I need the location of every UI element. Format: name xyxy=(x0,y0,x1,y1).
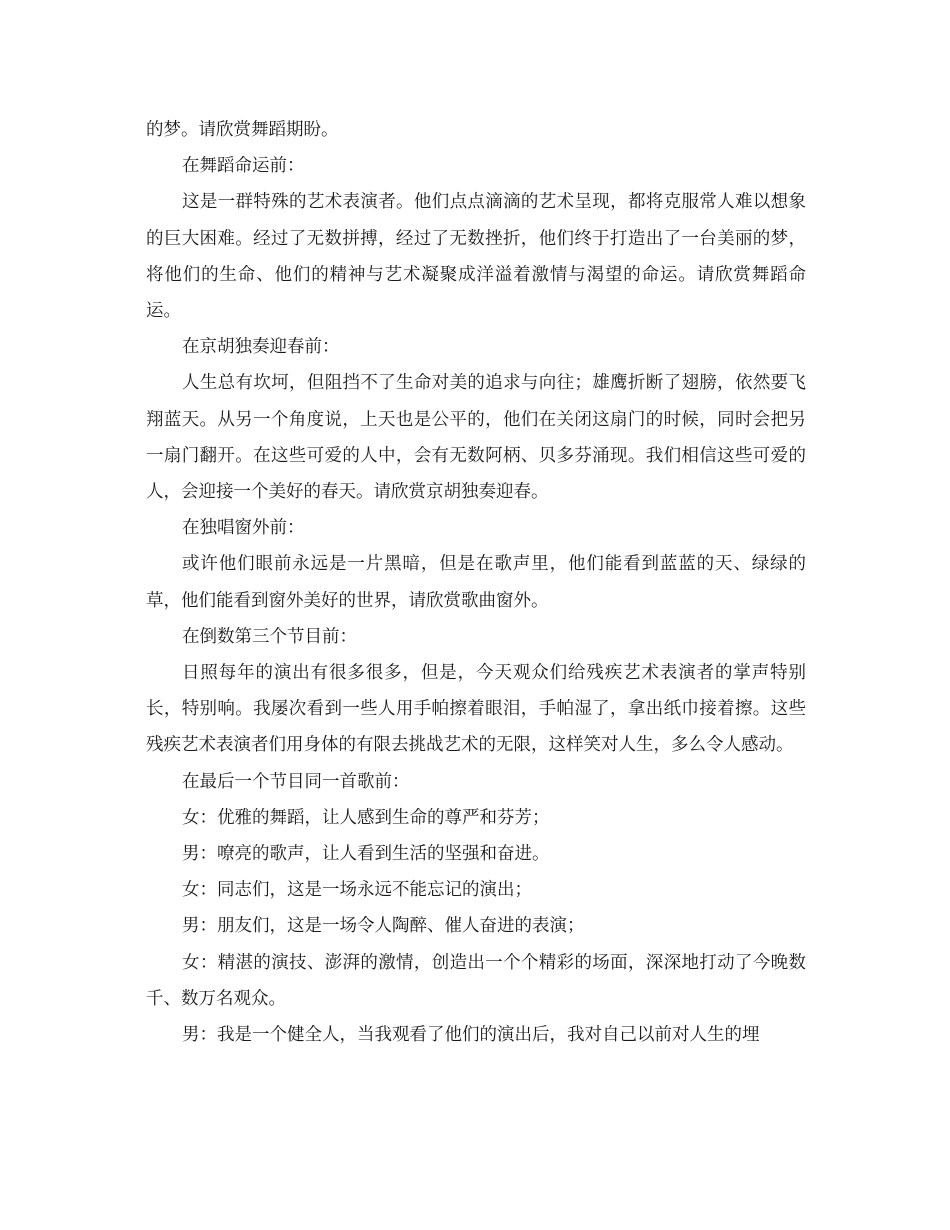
paragraph-third-last: 日照每年的演出有很多很多，但是，今天观众们给残疾艺术表演者的掌声特别长，特别响。我屡次看到一些人用手帕擦着眼泪，手帕湿了，拿出纸巾接着擦。这些残疾艺术表演者们用身体的有限去挑战艺术的无限，这样笑对人生，多么令人感动。 xyxy=(146,663,806,756)
paragraph-dance-fate: 这是一群特殊的艺术表演者。他们点点滴滴的艺术呈现，都将克服常人难以想象的巨大困难。经过了无数拼搏，经过了无数挫折，他们终于打造出了一台美丽的梦，将他们的生命、他们的精神与艺术凝聚成洋溢着激情与渴望的命运。请欣赏舞蹈命运。 xyxy=(146,192,806,322)
dialogue-line: 男：我是一个健全人，当我观看了他们的演出后，我对自己以前对人生的埋 xyxy=(182,1025,760,1046)
section-heading-final-song: 在最后一个节目同一首歌前： xyxy=(182,771,410,792)
dialogue-line: 女：同志们，这是一场永远不能忘记的演出； xyxy=(182,880,532,901)
paragraph-solo-window: 或许他们眼前永远是一片黑暗，但是在歌声里，他们能看到蓝蓝的天、绿绿的草，他们能看到窗外美好的世界，请欣赏歌曲窗外。 xyxy=(146,554,806,611)
section-heading-jinghu-solo: 在京胡独奏迎春前： xyxy=(182,337,340,358)
dialogue-line: 男：嘹亮的歌声，让人看到生活的坚强和奋进。 xyxy=(182,844,550,865)
dialogue-line: 女：精湛的演技、澎湃的激情，创造出一个个精彩的场面，深深地打动了今晚数千、数万名观众。 xyxy=(146,952,806,1009)
paragraph-jinghu-solo: 人生总有坎坷，但阻挡不了生命对美的追求与向往；雄鹰折断了翅膀，依然要飞翔蓝天。从另一个角度说，上天也是公平的，他们在关闭这扇门的时候，同时会把另一扇门翻开。在这些可爱的人中，会有无数阿柄、贝多芬涌现。我们相信这些可爱的人，会迎接一个美好的春天。请欣赏京胡独奏迎春。 xyxy=(146,373,806,503)
section-heading-dance-fate: 在舞蹈命运前： xyxy=(182,156,305,177)
section-heading-third-last: 在倒数第三个节目前： xyxy=(182,626,357,647)
dialogue-line: 男：朋友们，这是一场令人陶醉、催人奋进的表演； xyxy=(182,916,585,937)
document-body xyxy=(146,112,806,1053)
section-heading-solo-window: 在独唱窗外前： xyxy=(182,518,305,539)
paragraph-continuation: 的梦。请欣赏舞蹈期盼。 xyxy=(146,120,339,140)
dialogue-line: 女：优雅的舞蹈，让人感到生命的尊严和芬芳； xyxy=(182,807,550,828)
